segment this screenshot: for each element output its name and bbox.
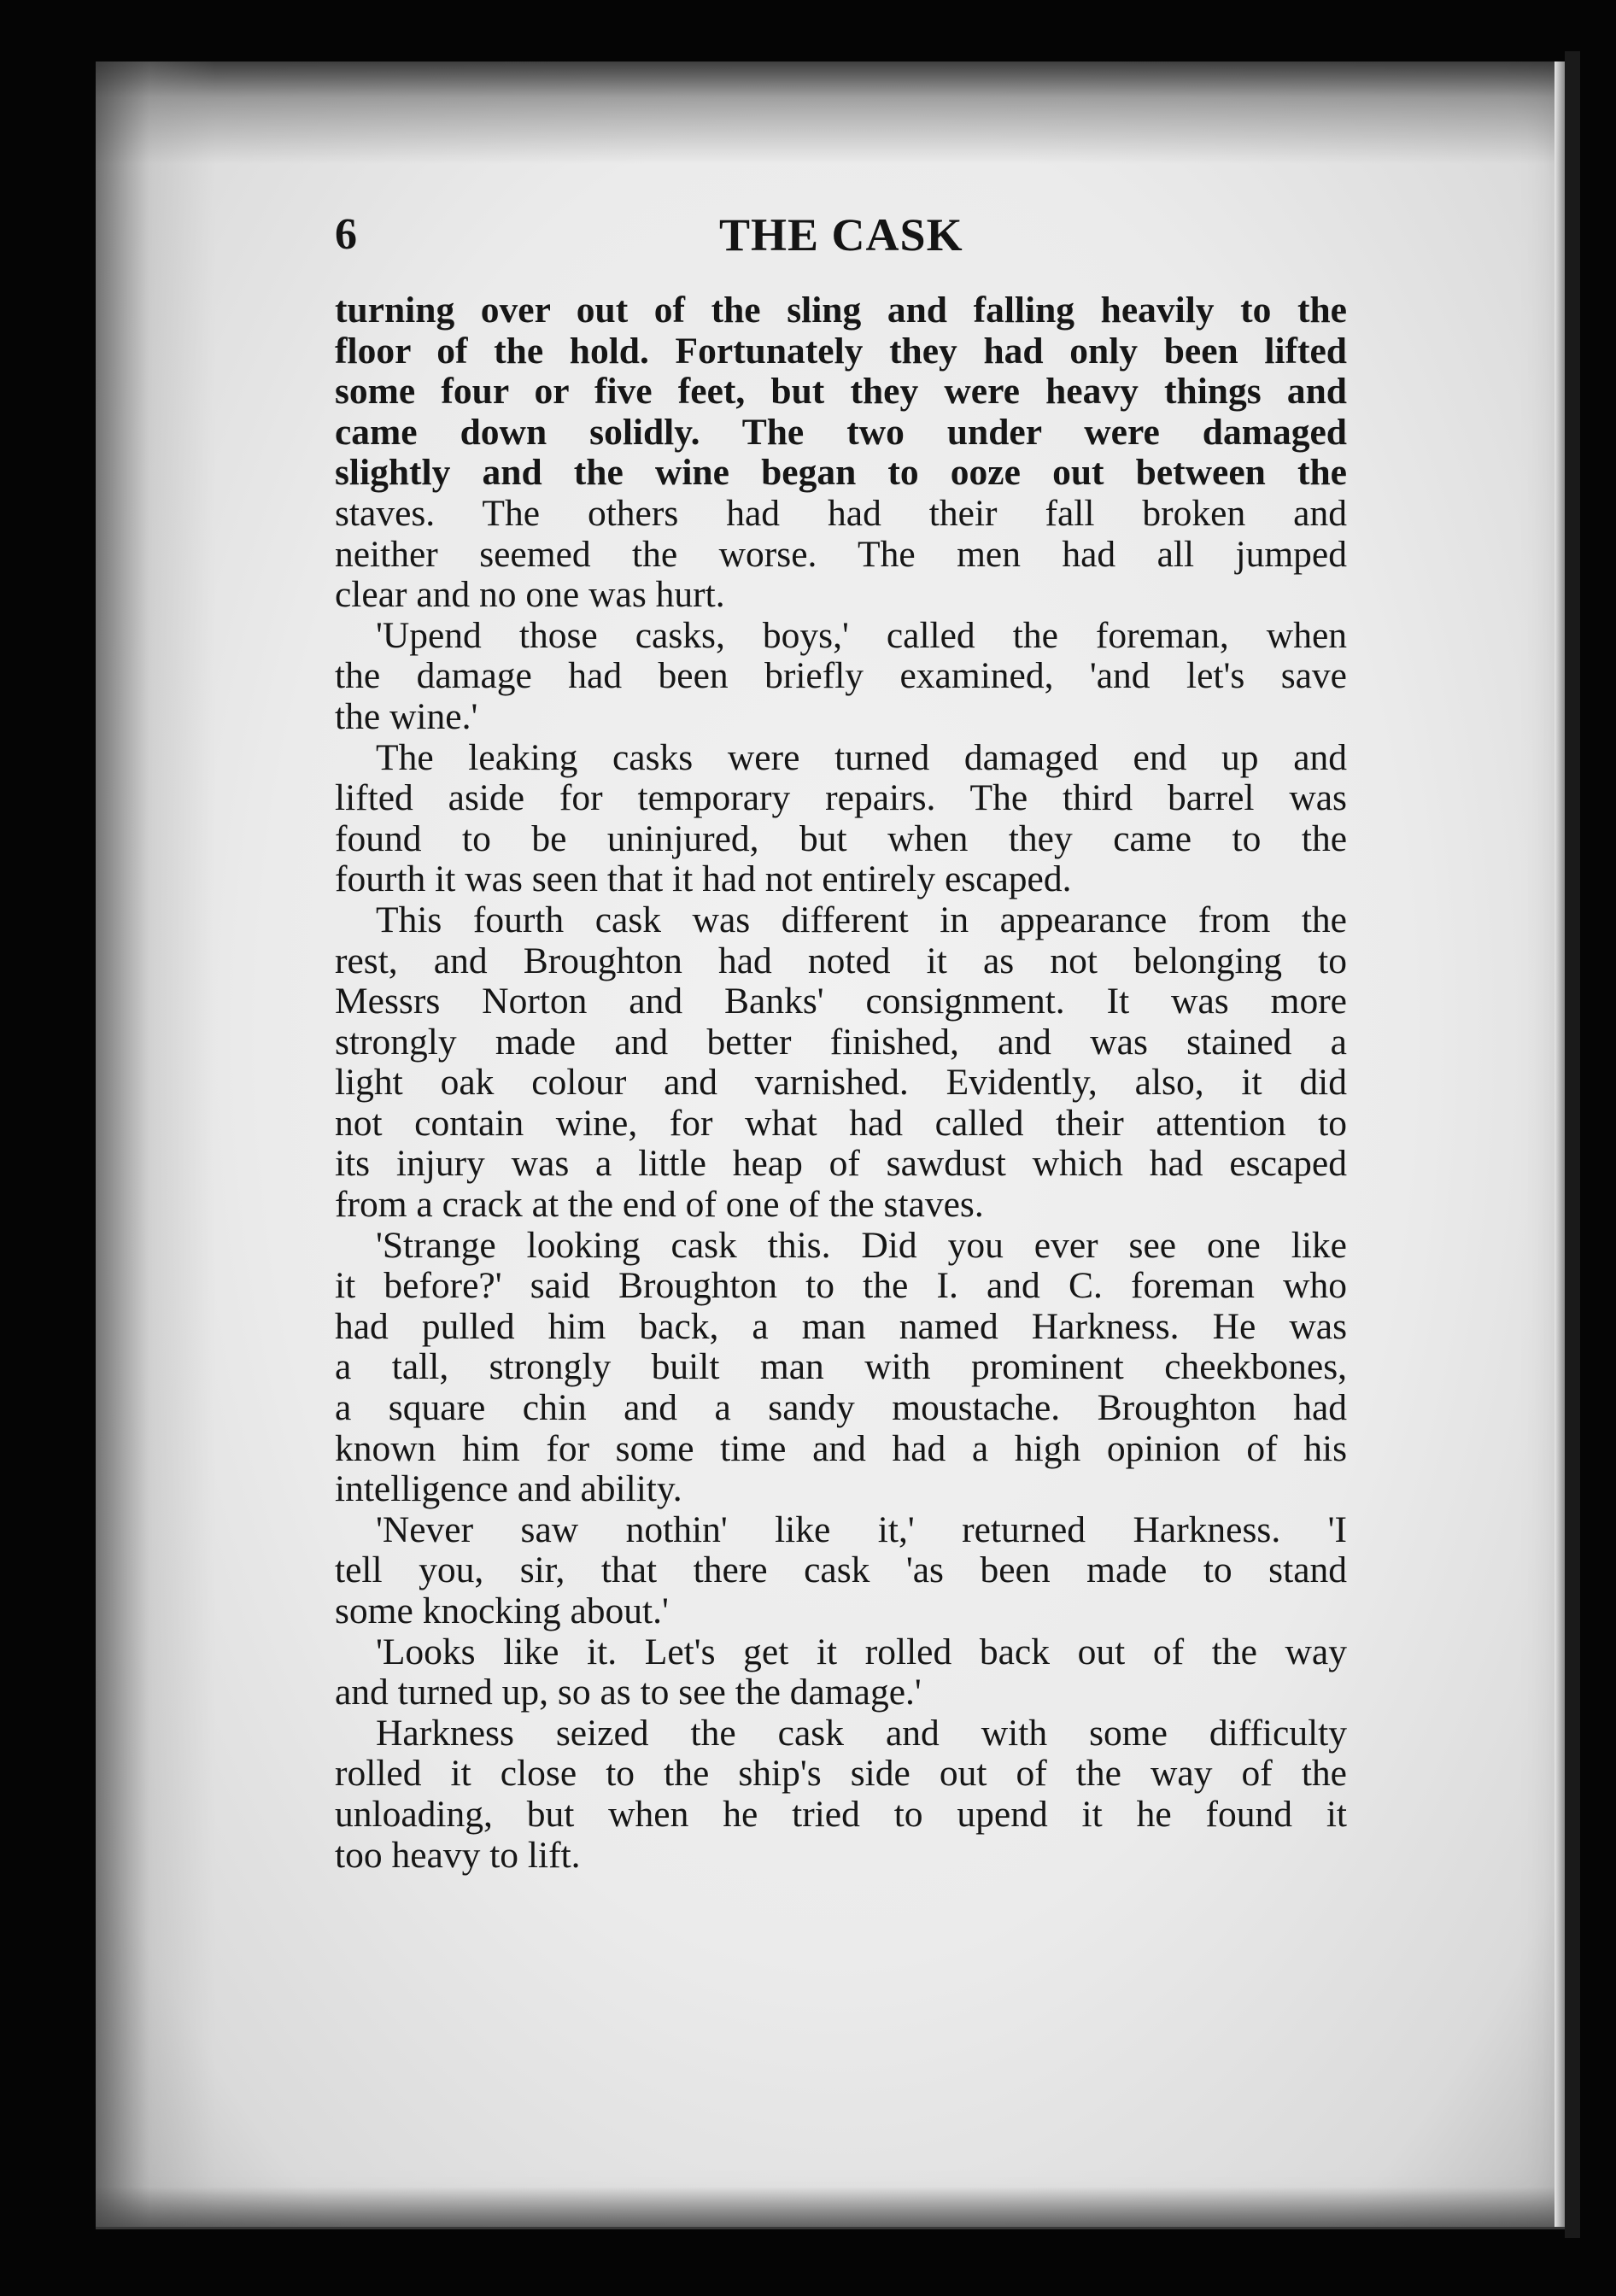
page-header (335, 205, 1343, 265)
text-line: it before?' said Broughton to the I. and C. foreman who (335, 1265, 1347, 1307)
text-line: came down solidly. The two under were damaged (335, 411, 1347, 453)
text-line: found to be uninjured, but when they came to the (335, 817, 1347, 859)
text-line: too heavy to lift. (335, 1834, 581, 1876)
text-line: had pulled him back, a man named Harkness. He was (335, 1305, 1347, 1347)
text-line: intelligence and ability. (335, 1468, 682, 1510)
text-line: known him for some time and had a high opinion of his (335, 1427, 1347, 1469)
text-line: 'Looks like it. Let's get it rolled back out of the way (376, 1631, 1347, 1672)
text-line: light oak colour and varnished. Evidently, also, it did (335, 1062, 1347, 1104)
text-line: rest, and Broughton had noted it as not belonging to (335, 940, 1347, 981)
text-line: and turned up, so as to see the damage.' (335, 1672, 922, 1713)
text-line: a square chin and a sandy moustache. Broughton had (335, 1387, 1347, 1429)
page-left-shadow (96, 62, 215, 2227)
text-line: its injury was a little heap of sawdust which had escaped (335, 1143, 1347, 1185)
text-line: the damage had been briefly examined, 'and let's save (335, 655, 1347, 697)
text-line: tell you, sir, that there cask 'as been made to stand (335, 1549, 1347, 1591)
text-line: staves. The others had had their fall broken and (335, 492, 1347, 534)
page-number: 6 (335, 210, 357, 259)
running-title: THE CASK (719, 209, 963, 261)
page-bottom-shadow (96, 2187, 1578, 2229)
text-line: fourth it was seen that it had not entirely escaped. (335, 858, 1072, 900)
text-line: 'Never saw nothin' like it,' returned Harkness. 'I (376, 1508, 1347, 1550)
text-line: slightly and the wine began to ooze out between the (335, 452, 1347, 494)
text-line: unloading, but when he tried to upend it he found it (335, 1793, 1347, 1835)
text-line: rolled it close to the ship's side out of the way of the (335, 1753, 1347, 1795)
text-line: The leaking casks were turned damaged end up and (376, 736, 1347, 778)
text-line: clear and no one was hurt. (335, 574, 725, 616)
text-line: Harkness seized the cask and with some difficulty (376, 1712, 1347, 1754)
page-top-shadow (96, 62, 1578, 164)
text-line: 'Strange looking cask this. Did you ever see one like (376, 1224, 1347, 1266)
text-line: This fourth cask was different in appearance from the (376, 899, 1347, 940)
text-line: some knocking about.' (335, 1590, 669, 1631)
text-line: some four or five feet, but they were heavy things and (335, 371, 1347, 413)
text-line: 'Upend those casks, boys,' called the foreman, when (376, 614, 1347, 656)
text-line: from a crack at the end of one of the staves. (335, 1184, 984, 1226)
text-line: a tall, strongly built man with prominent cheekbones, (335, 1346, 1347, 1388)
text-line: turning over out of the sling and falling heavily to the (335, 290, 1347, 331)
text-line: not contain wine, for what had called their attention to (335, 1102, 1347, 1144)
text-line: neither seemed the worse. The men had all jumped (335, 533, 1347, 575)
text-line: strongly made and better finished, and was stained a (335, 1021, 1347, 1063)
text-line: floor of the hold. Fortunately they had only been lifted (335, 330, 1347, 372)
text-line: lifted aside for temporary repairs. The third barrel was (335, 777, 1347, 819)
body-text (335, 290, 1347, 1876)
text-line: the wine.' (335, 695, 478, 737)
scan-right-border (1565, 51, 1580, 2238)
text-line: Messrs Norton and Banks' consignment. It was more (335, 981, 1347, 1022)
